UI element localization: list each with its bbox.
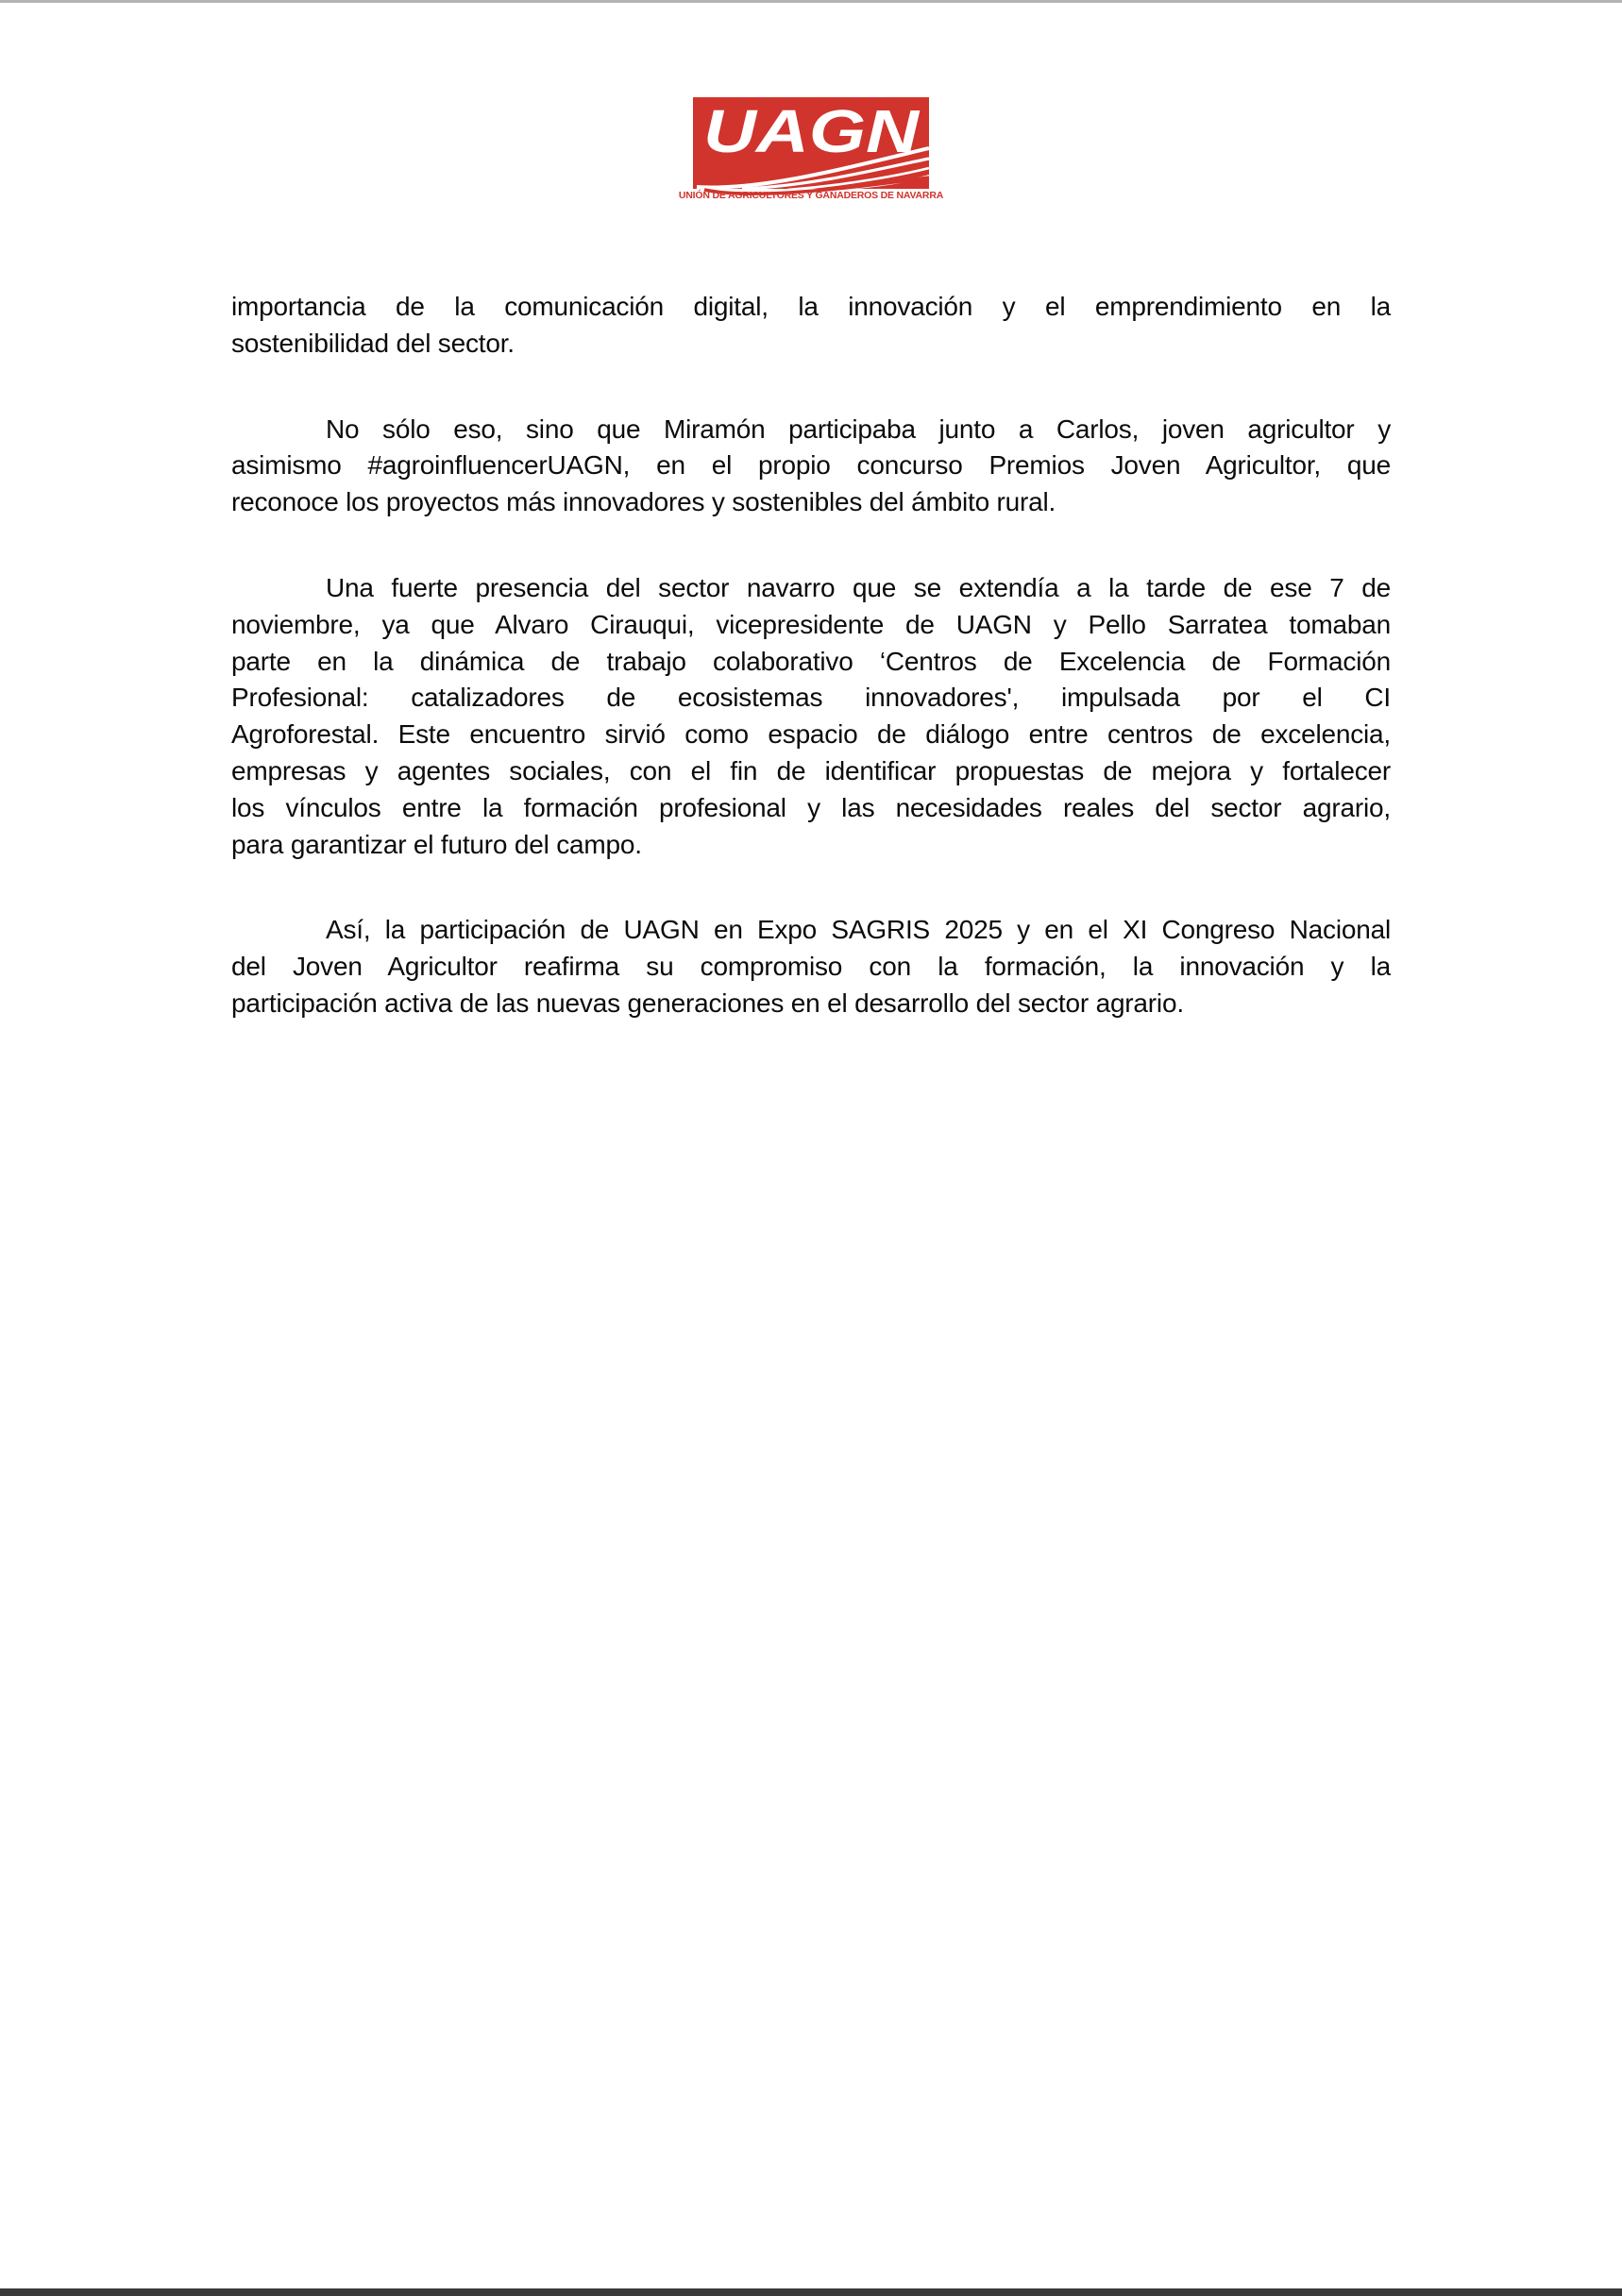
text-line: asimismo #agroinfluencerUAGN, en el propio concurso Premios Joven Agricultor, que	[231, 450, 1391, 481]
text-line: noviembre, ya que Alvaro Cirauqui, vicepresidente de UAGN y Pello Sarratea tomaban	[231, 609, 1391, 639]
paragraph	[231, 912, 1391, 1021]
text-line: los vínculos entre la formación profesional y las necesidades reales del sector agrario,	[231, 792, 1391, 822]
text-line: Así, la participación de UAGN en Expo SAGRIS 2025 y en el XI Congreso Nacional	[326, 915, 1391, 945]
text-line: participación activa de las nuevas generaciones en el desarrollo del sector agrario.	[231, 988, 1184, 1018]
document-body	[231, 289, 1391, 1022]
uagn-logo	[678, 97, 944, 203]
paragraph	[231, 289, 1391, 363]
text-line: parte en la dinámica de trabajo colaborativo ‘Centros de Excelencia de Formación	[231, 646, 1391, 676]
text-line: sostenibilidad del sector.	[231, 328, 515, 358]
text-line: reconoce los proyectos más innovadores y sostenibles del ámbito rural.	[231, 487, 1056, 517]
logo-tagline: UNIÓN DE AGRICULTORES Y GANADEROS DE NAVARRA	[678, 190, 944, 201]
page-bottom-border	[0, 2288, 1622, 2296]
text-line: Agroforestal. Este encuentro sirvió como espacio de diálogo entre centros de excelencia,	[231, 719, 1391, 750]
text-line: importancia de la comunicación digital, la innovación y el emprendimiento en la	[231, 292, 1391, 321]
logo-acronym-text: UAGN	[703, 97, 921, 165]
text-line: para garantizar el futuro del campo.	[231, 829, 642, 859]
text-line: Una fuerte presencia del sector navarro que se extendía a la tarde de ese 7 de	[326, 572, 1391, 602]
text-line: empresas y agentes sociales, con el fin de identificar propuestas de mejora y fortalecer	[231, 755, 1391, 785]
text-line: No sólo eso, sino que Miramón participaba junto a Carlos, joven agricultor y	[326, 414, 1391, 444]
uagn-logo-icon	[693, 97, 929, 203]
paragraph	[231, 412, 1391, 521]
text-line: Profesional: catalizadores de ecosistemas innovadores', impulsada por el CI	[231, 683, 1391, 713]
paragraph	[231, 570, 1391, 863]
page-top-border	[0, 0, 1622, 3]
text-line: del Joven Agricultor reafirma su compromiso con la formación, la innovación y la	[231, 952, 1391, 982]
